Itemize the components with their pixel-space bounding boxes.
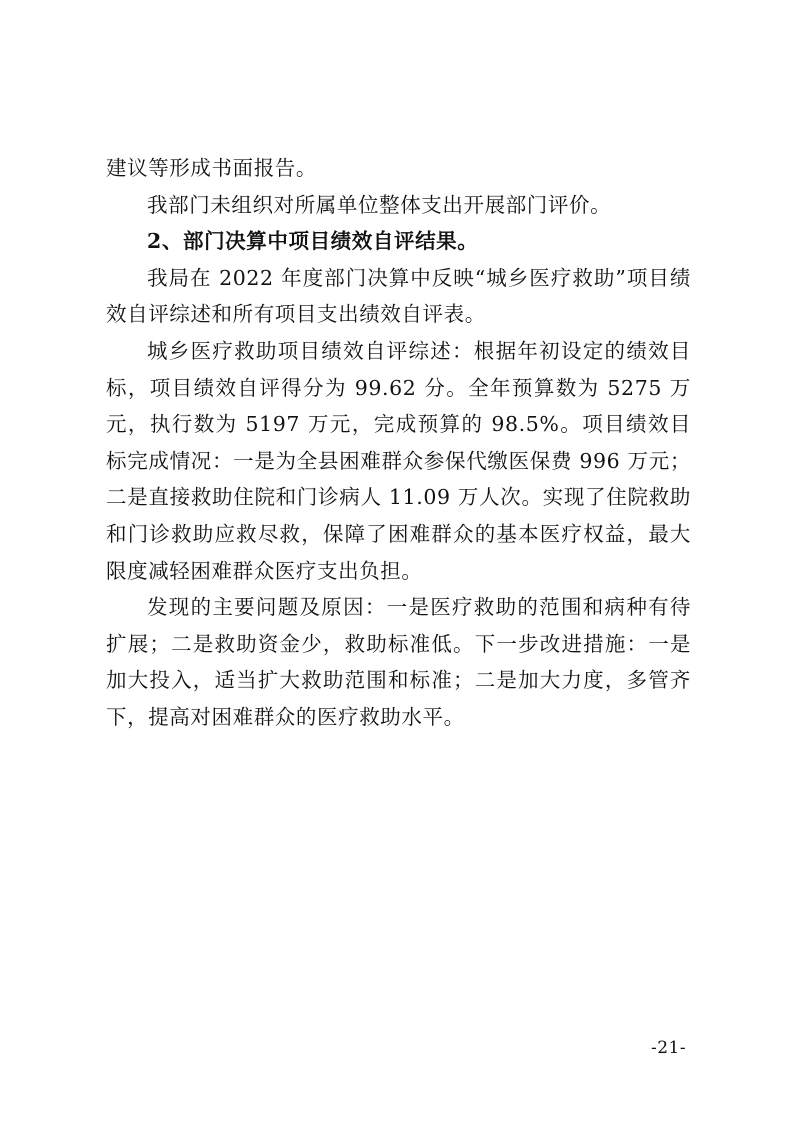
paragraph-problems-and-measures: 发现的主要问题及原因：一是医疗救助的范围和病种有待扩展；二是救助资金少，救助标准低。下一步改进措施：一是加大投入，适当扩大救助范围和标准；二是加大力度，多管齐下，提高对困难群众的医疗救助水平。 (106, 595, 691, 729)
paragraph-department-evaluation: 我部门未组织对所属单位整体支出开展部门评价。 (147, 192, 612, 217)
section-heading-project-evaluation: 2、部门决算中项目绩效自评结果。 (147, 229, 479, 254)
paragraph-continuation: 建议等形成书面报告。 (106, 156, 317, 180)
document-body (106, 150, 691, 736)
page-number: -21- (651, 1038, 687, 1058)
paragraph-medical-aid-overview: 城乡医疗救助项目绩效自评综述：根据年初设定的绩效目标，项目绩效自评得分为 99.62 分。全年预算数为 5275 万元，执行数为 5197 万元，完成预算的 98.5%。项目绩效目标完成情况：一是为全县困难群众参保代缴医保费 996 万元；二是直接救助住院和门诊病人 11.09 万人次。实现了住院救助和门诊救助应救尽救，保障了困难群众的基本医疗权益，最大限度减轻困难群众医疗支出负担。 (106, 338, 691, 583)
paragraph-final-accounts-summary: 我局在 2022 年度部门决算中反映“城乡医疗救助”项目绩效自评综述和所有项目支出绩效自评表。 (106, 265, 691, 327)
